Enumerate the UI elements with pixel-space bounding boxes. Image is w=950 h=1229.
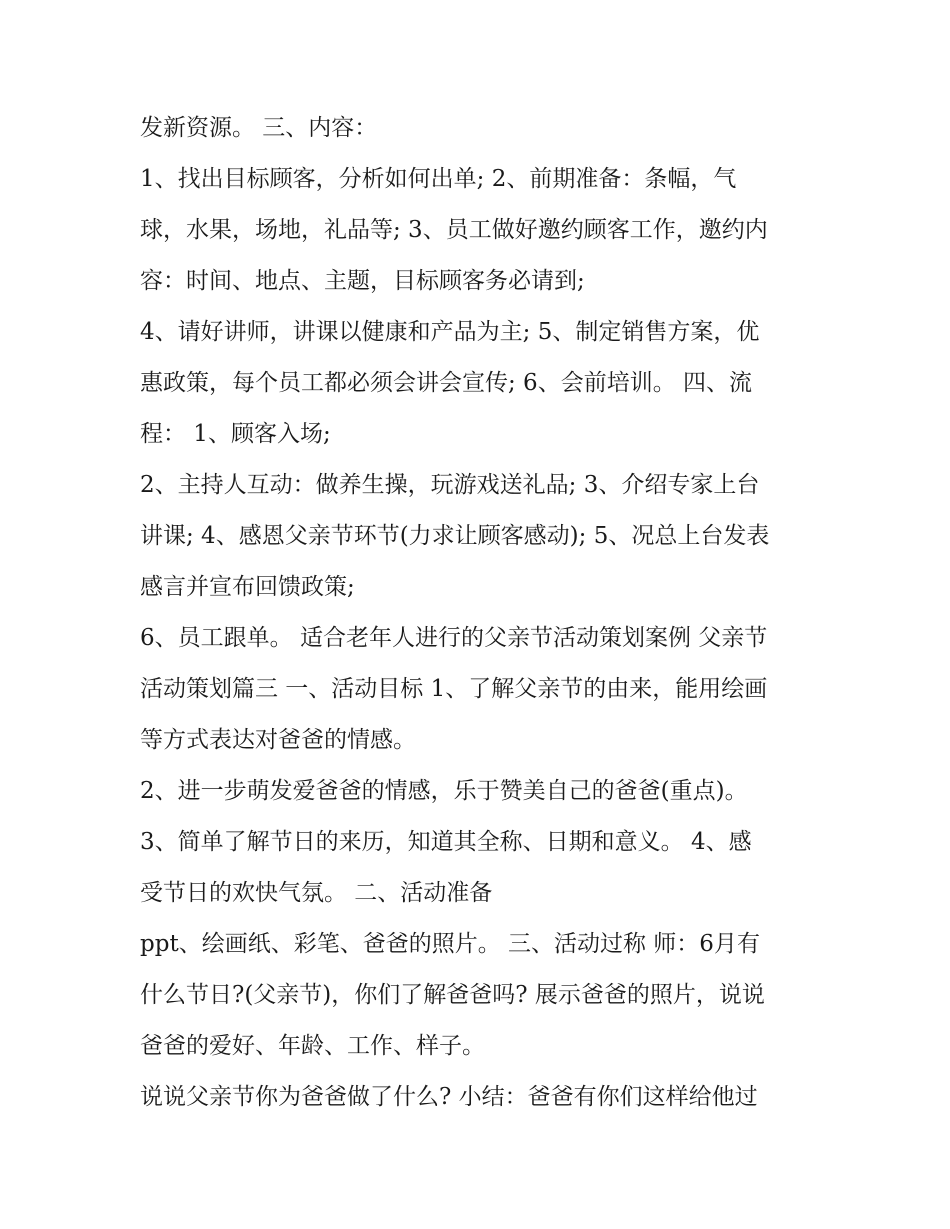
text-line: 什么节日?(父亲节)，你们了解爸爸吗? 展示爸爸的照片，说说 (140, 982, 765, 1008)
text-line: 说说父亲节你为爸爸做了什么? 小结：爸爸有你们这样给他过 (140, 1084, 758, 1110)
text-line: 球，水果，场地，礼品等; 3、员工做好邀约顾客工作，邀约内 (140, 217, 768, 243)
text-line: 6、员工跟单。 适合老年人进行的父亲节活动策划案例 父亲节 (140, 625, 768, 651)
text-line: 感言并宣布回馈政策; (140, 574, 355, 600)
text-line: 发新资源。 三、内容： (140, 115, 378, 141)
text-line: 1、找出目标顾客，分析如何出单; 2、前期准备：条幅，气 (140, 166, 737, 192)
text-line: 2、进一步萌发爱爸爸的情感，乐于赞美自己的爸爸(重点)。 (140, 778, 748, 804)
text-line: 等方式表达对爸爸的情感。 (140, 727, 416, 753)
text-line: 容：时间、地点、主题，目标顾客务必请到; (140, 268, 585, 294)
text-line: 2、主持人互动：做养生操，玩游戏送礼品; 3、介绍专家上台 (140, 472, 760, 498)
text-line: 爸爸的爱好、年龄、工作、样子。 (140, 1033, 485, 1059)
text-line: 活动策划篇三 一、活动目标 1、了解父亲节的由来，能用绘画 (140, 676, 768, 702)
text-line: 4、请好讲师，讲课以健康和产品为主; 5、制定销售方案，优 (140, 319, 760, 345)
text-line: 程： 1、顾客入场; (140, 421, 331, 447)
text-line: 讲课; 4、感恩父亲节环节(力求让顾客感动); 5、况总上台发表 (140, 523, 770, 549)
text-line: 3、简单了解节日的来历，知道其全称、日期和意义。 4、感 (140, 829, 752, 855)
text-line: 惠政策，每个员工都必须会讲会宣传; 6、会前培训。 四、流 (140, 370, 753, 396)
text-line: 受节日的欢快气氛。 二、活动准备 (140, 880, 493, 906)
text-line: ppt、绘画纸、彩笔、爸爸的照片。 三、活动过称 师：6月有 (140, 931, 760, 957)
